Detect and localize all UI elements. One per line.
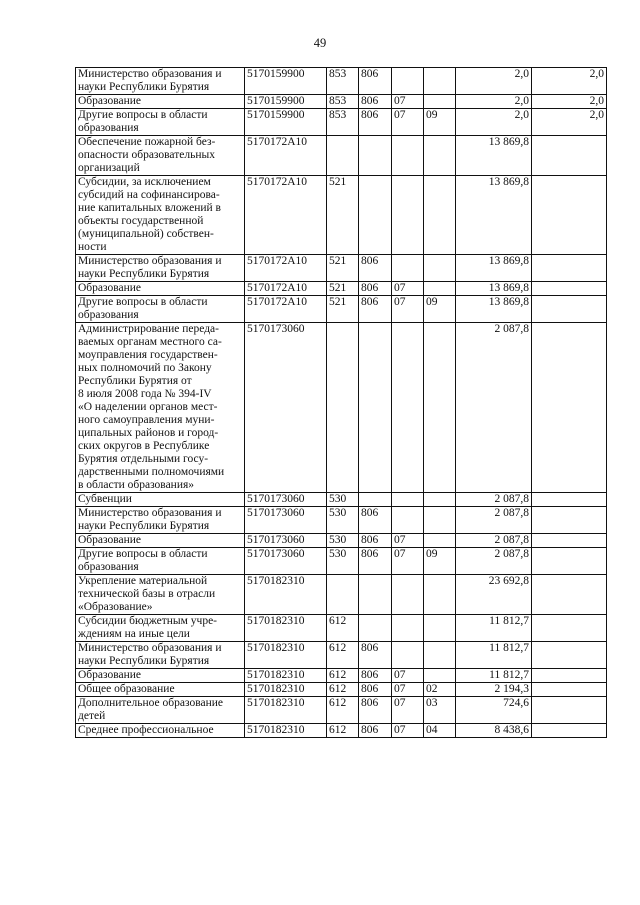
table-row — [76, 109, 607, 136]
row-name-cell — [76, 534, 245, 548]
target-code-cell — [245, 95, 327, 109]
table-row — [76, 136, 607, 176]
subsection-cell — [424, 683, 456, 697]
amount-2-cell — [532, 615, 607, 642]
section-cell — [392, 615, 424, 642]
row-name-text: Образование — [78, 669, 142, 681]
expense-type-cell — [327, 669, 359, 683]
target-code-text: 5170182310 — [247, 642, 305, 654]
subsection-cell — [424, 669, 456, 683]
table-row — [76, 697, 607, 724]
amount-2-cell — [532, 255, 607, 282]
target-code-cell — [245, 255, 327, 282]
target-code-cell — [245, 323, 327, 493]
amount-1-text: 724,6 — [503, 697, 529, 709]
ministry-code-cell — [359, 575, 392, 615]
target-code-text: 5170172А10 — [247, 176, 308, 188]
amount-1-cell — [456, 534, 532, 548]
amount-1-text: 13 869,8 — [488, 255, 529, 267]
target-code-cell — [245, 507, 327, 534]
row-name-text: Другие вопросы в области образования — [78, 548, 208, 573]
ministry-code-text: 806 — [361, 683, 379, 695]
ministry-code-text: 806 — [361, 507, 379, 519]
expense-type-cell — [327, 493, 359, 507]
amount-1-text: 2 087,8 — [494, 507, 529, 519]
target-code-text: 5170182310 — [247, 575, 305, 587]
section-cell — [392, 575, 424, 615]
section-cell — [392, 697, 424, 724]
target-code-text: 5170173060 — [247, 493, 305, 505]
table-row — [76, 642, 607, 669]
target-code-text: 5170182310 — [247, 683, 305, 695]
amount-2-cell — [532, 534, 607, 548]
expense-type-cell — [327, 575, 359, 615]
table-row — [76, 615, 607, 642]
row-name-text: Другие вопросы в области образования — [78, 296, 208, 321]
table-row — [76, 724, 607, 738]
expense-type-cell — [327, 697, 359, 724]
section-cell — [392, 323, 424, 493]
amount-2-text: 2,0 — [589, 68, 604, 80]
row-name-cell — [76, 176, 245, 255]
subsection-text: 03 — [426, 697, 438, 709]
expense-type-cell — [327, 136, 359, 176]
section-cell — [392, 642, 424, 669]
ministry-code-cell — [359, 548, 392, 575]
expense-type-cell — [327, 615, 359, 642]
ministry-code-cell — [359, 493, 392, 507]
subsection-text: 04 — [426, 724, 438, 736]
ministry-code-cell — [359, 534, 392, 548]
ministry-code-cell — [359, 136, 392, 176]
expense-type-text: 853 — [329, 109, 347, 121]
table-row — [76, 548, 607, 575]
section-cell — [392, 95, 424, 109]
row-name-cell — [76, 95, 245, 109]
ministry-code-cell — [359, 109, 392, 136]
amount-2-cell — [532, 323, 607, 493]
amount-1-cell — [456, 109, 532, 136]
expense-type-text: 612 — [329, 683, 347, 695]
section-cell — [392, 669, 424, 683]
amount-1-text: 2 194,3 — [494, 683, 529, 695]
table-row — [76, 683, 607, 697]
row-name-cell — [76, 548, 245, 575]
row-name-text: Другие вопросы в области образования — [78, 109, 208, 134]
amount-1-cell — [456, 282, 532, 296]
amount-1-text: 11 812,7 — [489, 642, 529, 654]
ministry-code-cell — [359, 615, 392, 642]
amount-1-text: 13 869,8 — [488, 136, 529, 148]
target-code-text: 5170172А10 — [247, 136, 308, 148]
expense-type-cell — [327, 534, 359, 548]
subsection-cell — [424, 534, 456, 548]
expense-type-text: 530 — [329, 534, 347, 546]
row-name-text: Укрепление материальной технической базы в отрасли «Образование» — [78, 575, 216, 613]
expense-type-text: 612 — [329, 642, 347, 654]
amount-1-text: 8 438,6 — [494, 724, 529, 736]
amount-1-cell — [456, 615, 532, 642]
expense-type-text: 612 — [329, 697, 347, 709]
target-code-cell — [245, 548, 327, 575]
ministry-code-cell — [359, 507, 392, 534]
subsection-cell — [424, 95, 456, 109]
row-name-cell — [76, 255, 245, 282]
target-code-cell — [245, 669, 327, 683]
amount-2-cell — [532, 669, 607, 683]
expense-type-text: 521 — [329, 255, 347, 267]
target-code-text: 5170172А10 — [247, 296, 308, 308]
ministry-code-text: 806 — [361, 697, 379, 709]
expense-type-text: 530 — [329, 548, 347, 560]
section-text: 07 — [394, 95, 406, 107]
row-name-text: Среднее профессиональное — [78, 724, 214, 736]
target-code-cell — [245, 575, 327, 615]
amount-2-cell — [532, 724, 607, 738]
amount-1-cell — [456, 697, 532, 724]
table-row — [76, 68, 607, 95]
target-code-text: 5170182310 — [247, 697, 305, 709]
row-name-text: Субсидии, за исключением субсидий на софинансирова- ние капитальных вложений в объекты государственной (муниципальной) собствен- ности — [78, 176, 221, 253]
ministry-code-text: 806 — [361, 282, 379, 294]
ministry-code-text: 806 — [361, 68, 379, 80]
amount-1-text: 13 869,8 — [488, 296, 529, 308]
row-name-cell — [76, 642, 245, 669]
amount-1-text: 13 869,8 — [488, 282, 529, 294]
target-code-cell — [245, 683, 327, 697]
table-row — [76, 255, 607, 282]
section-cell — [392, 282, 424, 296]
row-name-text: Образование — [78, 95, 142, 107]
section-cell — [392, 296, 424, 323]
subsection-cell — [424, 697, 456, 724]
table-row — [76, 323, 607, 493]
target-code-text: 5170172А10 — [247, 282, 308, 294]
ministry-code-cell — [359, 683, 392, 697]
table-row — [76, 575, 607, 615]
subsection-cell — [424, 109, 456, 136]
ministry-code-text: 806 — [361, 296, 379, 308]
section-text: 07 — [394, 534, 406, 546]
section-text: 07 — [394, 697, 406, 709]
section-cell — [392, 683, 424, 697]
amount-2-cell — [532, 697, 607, 724]
amount-1-cell — [456, 642, 532, 669]
ministry-code-text: 806 — [361, 109, 379, 121]
amount-1-text: 2 087,8 — [494, 323, 529, 335]
table-row — [76, 95, 607, 109]
row-name-text: Дополнительное образование детей — [78, 697, 224, 722]
row-name-cell — [76, 282, 245, 296]
subsection-cell — [424, 575, 456, 615]
expense-type-cell — [327, 296, 359, 323]
table-row — [76, 176, 607, 255]
subsection-cell — [424, 615, 456, 642]
subsection-cell — [424, 68, 456, 95]
row-name-cell — [76, 615, 245, 642]
ministry-code-text: 806 — [361, 642, 379, 654]
expense-type-cell — [327, 282, 359, 296]
row-name-cell — [76, 493, 245, 507]
ministry-code-cell — [359, 176, 392, 255]
section-cell — [392, 176, 424, 255]
ministry-code-text: 806 — [361, 724, 379, 736]
ministry-code-cell — [359, 669, 392, 683]
target-code-cell — [245, 534, 327, 548]
ministry-code-cell — [359, 255, 392, 282]
amount-1-cell — [456, 68, 532, 95]
expense-type-text: 521 — [329, 176, 347, 188]
amount-1-cell — [456, 255, 532, 282]
section-cell — [392, 136, 424, 176]
ministry-code-cell — [359, 697, 392, 724]
amount-2-cell — [532, 176, 607, 255]
ministry-code-text: 806 — [361, 255, 379, 267]
row-name-cell — [76, 575, 245, 615]
ministry-code-text: 806 — [361, 548, 379, 560]
target-code-text: 5170173060 — [247, 507, 305, 519]
row-name-cell — [76, 507, 245, 534]
expense-type-cell — [327, 176, 359, 255]
section-cell — [392, 534, 424, 548]
row-name-cell — [76, 68, 245, 95]
subsection-cell — [424, 323, 456, 493]
section-text: 07 — [394, 296, 406, 308]
expense-type-cell — [327, 683, 359, 697]
target-code-text: 5170159900 — [247, 109, 305, 121]
subsection-cell — [424, 724, 456, 738]
target-code-cell — [245, 697, 327, 724]
subsection-cell — [424, 282, 456, 296]
subsection-cell — [424, 136, 456, 176]
subsection-cell — [424, 642, 456, 669]
ministry-code-cell — [359, 68, 392, 95]
target-code-cell — [245, 68, 327, 95]
amount-1-cell — [456, 575, 532, 615]
amount-1-cell — [456, 507, 532, 534]
subsection-cell — [424, 548, 456, 575]
row-name-text: Образование — [78, 534, 142, 546]
expense-type-text: 612 — [329, 615, 347, 627]
ministry-code-text: 806 — [361, 95, 379, 107]
subsection-cell — [424, 176, 456, 255]
ministry-code-cell — [359, 642, 392, 669]
subsection-cell — [424, 296, 456, 323]
amount-1-cell — [456, 95, 532, 109]
expense-type-cell — [327, 95, 359, 109]
table-row — [76, 493, 607, 507]
section-text: 07 — [394, 548, 406, 560]
row-name-cell — [76, 136, 245, 176]
section-text: 07 — [394, 683, 406, 695]
row-name-text: Министерство образования и науки Республики Бурятия — [78, 507, 222, 532]
amount-1-cell — [456, 548, 532, 575]
target-code-cell — [245, 615, 327, 642]
amount-2-cell — [532, 575, 607, 615]
target-code-text: 5170173060 — [247, 323, 305, 335]
amount-1-text: 11 812,7 — [489, 669, 529, 681]
amount-1-text: 2 087,8 — [494, 534, 529, 546]
target-code-cell — [245, 493, 327, 507]
row-name-text: Министерство образования и науки Республики Бурятия — [78, 255, 222, 280]
row-name-cell — [76, 109, 245, 136]
subsection-cell — [424, 507, 456, 534]
amount-2-cell — [532, 683, 607, 697]
amount-1-cell — [456, 493, 532, 507]
amount-2-cell — [532, 282, 607, 296]
expense-type-text: 612 — [329, 669, 347, 681]
section-cell — [392, 109, 424, 136]
expense-type-text: 521 — [329, 282, 347, 294]
expense-type-text: 612 — [329, 724, 347, 736]
amount-2-cell — [532, 68, 607, 95]
section-cell — [392, 255, 424, 282]
target-code-cell — [245, 282, 327, 296]
amount-1-text: 2,0 — [514, 68, 529, 80]
subsection-cell — [424, 255, 456, 282]
amount-1-cell — [456, 669, 532, 683]
amount-2-cell — [532, 136, 607, 176]
row-name-text: Обеспечение пожарной без- опасности образовательных организаций — [78, 136, 216, 174]
amount-2-text: 2,0 — [589, 109, 604, 121]
target-code-text: 5170182310 — [247, 669, 305, 681]
subsection-text: 02 — [426, 683, 438, 695]
amount-1-cell — [456, 176, 532, 255]
section-text: 07 — [394, 724, 406, 736]
section-text: 07 — [394, 669, 406, 681]
expense-type-cell — [327, 642, 359, 669]
target-code-text: 5170172А10 — [247, 255, 308, 267]
subsection-text: 09 — [426, 548, 438, 560]
expense-type-text: 853 — [329, 68, 347, 80]
ministry-code-text: 806 — [361, 534, 379, 546]
target-code-text: 5170159900 — [247, 95, 305, 107]
row-name-cell — [76, 323, 245, 493]
ministry-code-cell — [359, 296, 392, 323]
table-row — [76, 507, 607, 534]
section-cell — [392, 493, 424, 507]
expense-type-cell — [327, 323, 359, 493]
row-name-text: Образование — [78, 282, 142, 294]
amount-1-text: 23 692,8 — [488, 575, 529, 587]
target-code-text: 5170173060 — [247, 548, 305, 560]
target-code-cell — [245, 642, 327, 669]
row-name-text: Субсидии бюджетным учре- ждениям на иные цели — [78, 615, 218, 640]
subsection-text: 09 — [426, 296, 438, 308]
expense-type-text: 853 — [329, 95, 347, 107]
target-code-text: 5170173060 — [247, 534, 305, 546]
expense-type-cell — [327, 109, 359, 136]
expense-type-text: 530 — [329, 507, 347, 519]
ministry-code-text: 806 — [361, 669, 379, 681]
amount-2-cell — [532, 493, 607, 507]
amount-2-cell — [532, 548, 607, 575]
amount-1-cell — [456, 323, 532, 493]
amount-1-cell — [456, 683, 532, 697]
budget-table-body — [76, 68, 607, 738]
table-row — [76, 669, 607, 683]
amount-1-text: 2,0 — [514, 109, 529, 121]
amount-2-cell — [532, 296, 607, 323]
section-text: 07 — [394, 109, 406, 121]
target-code-cell — [245, 109, 327, 136]
amount-2-text: 2,0 — [589, 95, 604, 107]
amount-1-cell — [456, 296, 532, 323]
expense-type-cell — [327, 68, 359, 95]
row-name-cell — [76, 669, 245, 683]
amount-1-cell — [456, 724, 532, 738]
target-code-cell — [245, 176, 327, 255]
ministry-code-cell — [359, 282, 392, 296]
section-text: 07 — [394, 282, 406, 294]
section-cell — [392, 68, 424, 95]
table-row — [76, 534, 607, 548]
row-name-text: Министерство образования и науки Республики Бурятия — [78, 68, 222, 93]
row-name-cell — [76, 296, 245, 323]
ministry-code-cell — [359, 95, 392, 109]
amount-1-text: 11 812,7 — [489, 615, 529, 627]
target-code-text: 5170182310 — [247, 615, 305, 627]
expense-type-cell — [327, 548, 359, 575]
expense-type-text: 521 — [329, 296, 347, 308]
amount-2-cell — [532, 507, 607, 534]
row-name-cell — [76, 683, 245, 697]
amount-1-text: 2 087,8 — [494, 548, 529, 560]
section-cell — [392, 548, 424, 575]
amount-1-text: 2 087,8 — [494, 493, 529, 505]
ministry-code-cell — [359, 724, 392, 738]
subsection-cell — [424, 493, 456, 507]
target-code-text: 5170182310 — [247, 724, 305, 736]
ministry-code-cell — [359, 323, 392, 493]
row-name-text: Общее образование — [78, 683, 175, 695]
budget-table — [75, 67, 607, 738]
amount-2-cell — [532, 642, 607, 669]
expense-type-text: 530 — [329, 493, 347, 505]
amount-1-text: 2,0 — [514, 95, 529, 107]
row-name-cell — [76, 724, 245, 738]
amount-1-cell — [456, 136, 532, 176]
subsection-text: 09 — [426, 109, 438, 121]
amount-1-text: 13 869,8 — [488, 176, 529, 188]
target-code-cell — [245, 724, 327, 738]
row-name-text: Субвенции — [78, 493, 132, 505]
target-code-text: 5170159900 — [247, 68, 305, 80]
row-name-text: Администрирование переда- ваемых органам местного са- моуправления государствен- ных полномочий по Закону Республики Бурятия от 8 июля 2008 года № 394-IV «О наделении органов мест- ного самоуправления муни- ципальных районов и город- ских округов в Республике Бурятия отдельными госу- дарственными полномочиями в области образования» — [78, 323, 225, 491]
expense-type-cell — [327, 507, 359, 534]
amount-2-cell — [532, 95, 607, 109]
target-code-cell — [245, 296, 327, 323]
row-name-cell — [76, 697, 245, 724]
expense-type-cell — [327, 255, 359, 282]
section-cell — [392, 724, 424, 738]
amount-2-cell — [532, 109, 607, 136]
table-row — [76, 282, 607, 296]
page-number: 49 — [313, 36, 327, 50]
expense-type-cell — [327, 724, 359, 738]
table-row — [76, 296, 607, 323]
row-name-text: Министерство образования и науки Республики Бурятия — [78, 642, 222, 667]
section-cell — [392, 507, 424, 534]
target-code-cell — [245, 136, 327, 176]
